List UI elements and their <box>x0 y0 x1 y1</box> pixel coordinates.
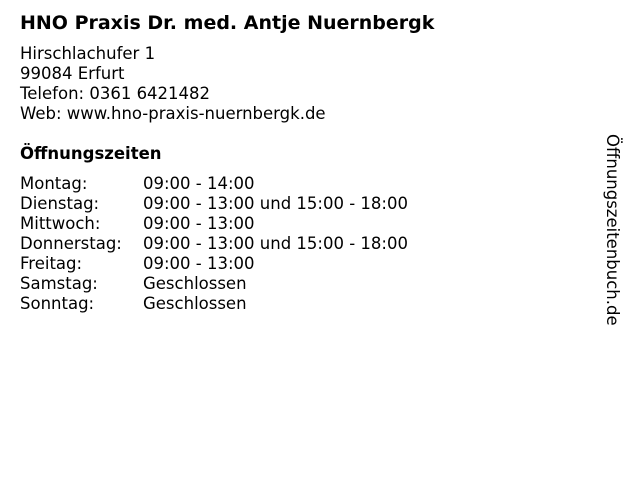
time-value: 09:00 - 13:00 <box>143 214 255 233</box>
time-value: 09:00 - 13:00 und 15:00 - 18:00 <box>143 194 408 213</box>
day-label: Montag: <box>20 174 88 193</box>
day-label: Samstag: <box>20 274 98 293</box>
hours-row-wednesday <box>20 214 480 234</box>
hours-row-saturday <box>20 274 480 294</box>
street-address: Hirschlachufer 1 <box>20 44 156 63</box>
hours-row-sunday <box>20 294 480 314</box>
practice-title: HNO Praxis Dr. med. Antje Nuernbergk <box>20 12 435 34</box>
brand-vertical-label: Öffnungszeitenbuch.de <box>603 134 622 326</box>
time-value: Geschlossen <box>143 274 247 293</box>
city-postal-code: 99084 Erfurt <box>20 64 125 83</box>
time-value: 09:00 - 14:00 <box>143 174 255 193</box>
opening-hours-heading: Öffnungszeiten <box>20 144 162 163</box>
phone-number: Telefon: 0361 6421482 <box>20 84 211 103</box>
time-value: Geschlossen <box>143 294 247 313</box>
hours-row-friday <box>20 254 480 274</box>
hours-row-thursday <box>20 234 480 254</box>
opening-hours-table <box>20 174 480 314</box>
hours-row-tuesday <box>20 194 480 214</box>
address-block <box>20 44 326 124</box>
day-label: Sonntag: <box>20 294 95 313</box>
day-label: Dienstag: <box>20 194 100 213</box>
day-label: Mittwoch: <box>20 214 101 233</box>
website: Web: www.hno-praxis-nuernbergk.de <box>20 104 326 123</box>
hours-row-monday <box>20 174 480 194</box>
day-label: Donnerstag: <box>20 234 122 253</box>
time-value: 09:00 - 13:00 <box>143 254 255 273</box>
day-label: Freitag: <box>20 254 83 273</box>
time-value: 09:00 - 13:00 und 15:00 - 18:00 <box>143 234 408 253</box>
